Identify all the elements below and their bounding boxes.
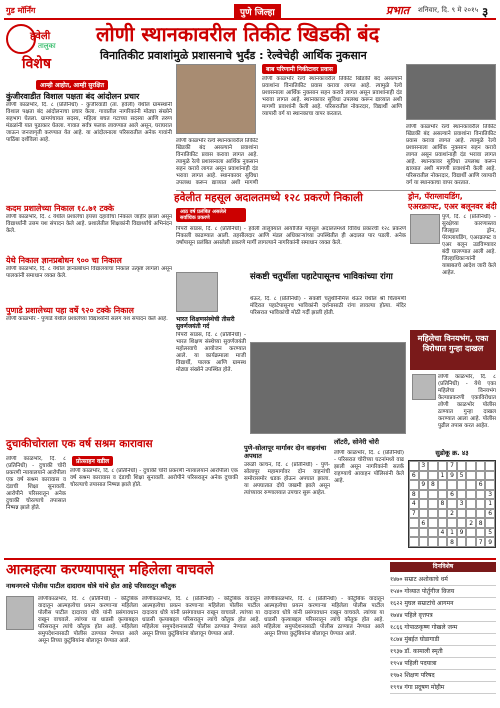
sudoku-cell (457, 461, 467, 471)
lead-left-body3: लोणी काळभोर, दि. ८ येथील ज्ञानप्रबोधन विद्यालयाचा निकाल उत्कृष्ट लागला असून पालकांनी समाधान व्यक्त केले. (6, 266, 172, 279)
sudoku-cell: 9 (457, 528, 467, 538)
lead-left-body: लोणी काळभोर, दि. ८ (प्रतिनिधी) - कुंजीरवाडी (ता. हवेली) येथील ग्रामस्थांनी विशाल पक्षता बंद आंदोलनाचा प्रचार केला. गावातील नागरिकांनी मोठ्या संख्येने सहभाग घेतला. ग्रामपंचायत सदस्य, महिला बचत गटाच्या सदस्या आणि तरुण मंडळांनी यात पुढाकार घेतला. गावात सर्वत्र फलक लावण्यात आले असून, घराघरात जाऊन जनजागृती करण्यात येत आहे. या आंदोलनाला परिसरातील अनेक गावांनी पाठिंबा दर्शविला आहे. (6, 102, 172, 143)
dinvishesh-item: १९५४ पहिली पदयात्रा (390, 658, 496, 670)
sudoku-cell: 3 (419, 461, 429, 471)
drone-ban-body: पुणे, दि. ८ (प्रतिनिधी) - सुरक्षेच्या कारणास्तव जिल्ह्यात ड्रोन, पॅराग्लायडिंग, एअरक्राफ्ट व एअर बलून उडविण्यावर बंदी घालण्यात आली आहे. जिल्हाधिकाऱ्यांनी याबाबतचे आदेश जारी केले आहेत. (442, 214, 496, 276)
sudoku-cell: 3 (457, 499, 467, 509)
sudoku-cell (438, 537, 448, 547)
bottom-subhead: नाथनगरचे पोलीस पाटील दादाराव धोत्रे यांचे होत आहे परिसरातून कौतुक (6, 582, 176, 590)
lead-photo-station (406, 64, 496, 120)
lead-left-head: कुंजीरवाडीत विशाल पक्षता बंद आंदोलन प्रचार (6, 92, 140, 101)
sudoku-cell (419, 528, 429, 538)
sudoku-cell (419, 471, 429, 481)
lead-left-body2: लोणी काळभोर, दि. ८ येथील प्रशालेचा इयत्ता दहावीचा निकाल जाहीर झाला असून विद्यार्थ्यांनी उत्तम यश संपादन केले आहे. प्रशालेतील शिक्षकांनी विद्यार्थ्यांचे अभिनंदन केले. (6, 214, 172, 234)
sudoku-cell (457, 490, 467, 500)
sudoku-cell: 2 (447, 509, 457, 519)
sudoku-cell (485, 461, 495, 471)
edition-tag: पुणे जिल्हा (234, 4, 281, 19)
lead-far-right-body: लोणी काळभोर रेल्वे स्थानकावरील तिकीट खिडकी बंद असल्याने प्रवाशांना विनातिकीट प्रवास करावा लागत आहे. त्यामुळे रेल्वे प्रशासनाला आर्थिक नुकसान सहन करावे लागत असून प्रवाशांनाही दंड भरावा लागत आहे. स्थानकावर सुविधा उपलब्ध करून द्याव्यात अशी मागणी प्रवाशांनी केली आहे. परिसरातील नोकरदार, विद्यार्थी आणि व्यापारी वर्ग या स्थानकाचा वापर करतात. (406, 124, 496, 186)
logo-line-2: तालुका (38, 42, 56, 50)
page-number: ३ (482, 5, 489, 19)
lead-left-head3: येथे निकाल ज्ञानप्रबोधन ९०० चा निकाल (6, 256, 122, 265)
sudoku-cell (438, 490, 448, 500)
sudoku-grid (408, 460, 496, 548)
dinvishesh-item: १८६६ गोपाळकृष्ण गोखले जन्म (390, 622, 496, 634)
sudoku-cell (476, 490, 486, 500)
revenue-court-pill: आठ वर्ष प्रलंबित असलेले सर्वाधिक प्रकरणे (176, 208, 246, 222)
sudoku-cell: 6 (419, 518, 429, 528)
sudoku-cell (476, 461, 486, 471)
lead-right-body: लोणी काळभोर रेल्वे स्थानकावरील तिकीट खिडकी बंद असल्याने प्रवाशांना विनातिकीट प्रवास करावा लागत आहे. त्यामुळे रेल्वे प्रशासनाला आर्थिक नुकसान सहन करावे लागत असून प्रवाशांनाही दंड भरावा लागत आहे. स्थानकावर सुविधा उपलब्ध करून द्याव्यात अशी मागणी प्रवाशांनी केली आहे. परिसरातील नोकरदार, विद्यार्थी आणि व्यापारी वर्ग या स्थानकाचा वापर करतात. (262, 76, 402, 117)
lower-mid-body: लोणी काळभोर, दि. ८ (प्रतिनिधी) - दुचाकी चोरी प्रकरणी न्यायालयाने आरोपीला एक वर्ष सश्रम कारावास व दंडाची शिक्षा सुनावली. आरोपीने परिसरातून अनेक दुचाकी चोरल्याचे तपासात निष्पन्न झाले होते. (70, 468, 238, 488)
sudoku-cell (438, 480, 448, 490)
sudoku-cell: 4 (409, 499, 419, 509)
dinvishesh-item: १९९४ गंगा प्रदूषण मोहीम (390, 682, 496, 694)
sudoku-cell (466, 509, 476, 519)
drone-ban-headline: ड्रोन, पॅराग्लायडिंग, एअरक्राफ्ट, एअर बलूनवर बंदी (408, 192, 497, 211)
lead-left-body4: लोणी काळभोर - पुणाडे येथील प्रशालेच्या विद्यार्थ्यांनी सलग यश संपादन केले आहे. (6, 316, 168, 322)
sudoku-cell (476, 471, 486, 481)
sudoku-cell (457, 537, 467, 547)
school-photo (176, 272, 218, 312)
lead-center-body: लोणी काळभोर रेल्वे स्थानकावरील तिकीट खिडकी बंद असल्याने प्रवाशांना विनातिकीट प्रवास करावा लागत आहे. त्यामुळे रेल्वे प्रशासनाला आर्थिक नुकसान सहन करावे लागत असून प्रवाशांनाही दंड भरावा लागत आहे. स्थानकावर सुविधा उपलब्ध करून द्याव्यात अशी मागणी (176, 138, 258, 186)
dinvishesh-header: दिनविशेष (390, 562, 496, 572)
bottom-divider (4, 558, 496, 560)
sudoku-cell (447, 518, 457, 528)
sudoku-cell (428, 499, 438, 509)
sudoku-cell: 6 (409, 471, 419, 481)
temple-queue-photo (250, 342, 406, 434)
sudoku-cell (428, 509, 438, 519)
dinvishesh-list (390, 574, 496, 694)
sudoku-cell (485, 480, 495, 490)
sudoku-cell: 8 (428, 480, 438, 490)
sudoku-cell (409, 461, 419, 471)
lower-pill: प्रोत्साहन वडील (72, 456, 113, 466)
sudoku-cell (476, 509, 486, 519)
sudoku-cell (428, 537, 438, 547)
sudoku-cell (438, 461, 448, 471)
lead-left-pill: आम्ही आहोत, आम्ही सुरक्षित (36, 80, 108, 90)
section-logo (4, 22, 90, 78)
sudoku-cell: 5 (457, 471, 467, 481)
dinvishesh-item: १४७० सम्राट अशोकाचे धर्म (390, 574, 496, 586)
sudoku-cell: 7 (409, 509, 419, 519)
lead-subhead: विनातिकीट प्रवाशांमुळे प्रशासनाचे भुर्दंड : रेल्वेचेही आर्थिक नुकसान (100, 49, 367, 62)
sudoku-cell: 4 (438, 528, 448, 538)
sudoku-cell (457, 480, 467, 490)
sudoku-cell: 1 (438, 471, 448, 481)
lead-right-head: बाब परिणामी निकीटावर प्रवास (262, 64, 337, 74)
sudoku-cell: 8 (438, 499, 448, 509)
molestation-body: लोणी काळभोर, दि. ८ (प्रतिनिधी) - येथे एका महिलेचा विनयभंग केल्याप्रकरणी एकाविरोधात लोणी काळभोर पोलीस ठाण्यात गुन्हा दाखल करण्यात आला आहे. पोलीस पुढील तपास करत आहेत. (438, 374, 496, 429)
revenue-court-headline: हवेलीत महसूल अदालतमध्ये १२८ प्रकरणे निकाली (174, 192, 363, 204)
sudoku-cell: 7 (476, 537, 486, 547)
sudoku-cell (409, 528, 419, 538)
sudoku-cell: 6 (485, 509, 495, 519)
bottom-headline: आत्महत्या करण्यापासून महिलेला वाचवले (6, 562, 214, 578)
molestation-box-head: महिलेचा विनयभंग, एका विरोधात गुन्हा दाखल (410, 330, 496, 370)
divider (176, 190, 496, 191)
revenue-court-body: पिंपरी सांडस, दि. ८ (प्रतिनिधी) - हवेली तालुक्यात आयोजित महसूल अदालतमध्ये विविध प्रकारची १२८ प्रकरणे निकाली काढण्यात आली. तहसीलदार आणि मंडल अधिकाऱ्यांच्या उपस्थितीत ही अदालत पार पडली. अनेक वर्षांपासून प्रलंबित असलेली प्रकरणे मार्गी लागल्याने नागरिकांनी समाधान व्यक्त केले. (176, 226, 406, 246)
sudoku-cell: 1 (485, 499, 495, 509)
sudoku-cell: 3 (485, 490, 495, 500)
sudoku-cell (466, 499, 476, 509)
sudoku-cell (419, 490, 429, 500)
bottom-body-2: लोणीकाळभोर, दि. ८ (प्रतिनिधी) - कौटुंबिक वादातून आत्महत्येचा प्रयत्न करणाऱ्या महिलेला पोलीस पाटील दादाराव धोत्रे यांनी प्रसंगावधान राखून वाचवले. त्यांच्या या धाडसी कृत्याबद्दल परिसरातून त्यांचे कौतुक होत आहे. महिलेला समुपदेशनासाठी पोलीस ठाण्यात नेण्यात आले असून तिच्या कुटुंबियांना बोलावून घेण्यात आले. (142, 596, 260, 637)
dinvishesh-item: १६२२ मुघल सम्राटांचे आगमन (390, 598, 496, 610)
sudoku-cell: 9 (419, 480, 429, 490)
sudoku-cell: 5 (485, 528, 495, 538)
accident-body: उरुळी कांचन, दि. ८ (प्रतिनिधी) - पुणे-सोलापूर महामार्गावर दोन वाहनांची समोरासमोर धडक होऊन अपघात झाला. या अपघातात दोघे जखमी झाले असून त्यांच्यावर रुग्णालयात उपचार सुरू आहेत. (244, 462, 330, 496)
dinvishesh-item: १८७४ मुंबईत घोडागाडी (390, 634, 496, 646)
drone-photo (410, 214, 440, 244)
sudoku-cell (419, 499, 429, 509)
brand-logo: प्रभात (386, 4, 410, 17)
sudoku-cell: 6 (476, 480, 486, 490)
sudoku-cell: 8 (409, 490, 419, 500)
sudoku-cell (438, 509, 448, 519)
sudoku-cell (419, 509, 429, 519)
sudoku-cell (457, 509, 467, 519)
sudoku-cell (438, 518, 448, 528)
theft-head: लॉटरी, सोनेरी चोरी (334, 438, 379, 446)
sudoku-cell (428, 528, 438, 538)
bottom-body-3: लोणीकाळभोर, दि. ८ (प्रतिनिधी) - कौटुंबिक वादातून आत्महत्येचा प्रयत्न करणाऱ्या महिलेला पोलीस पाटील दादाराव धोत्रे यांनी प्रसंगावधान राखून वाचवले. त्यांच्या या धाडसी कृत्याबद्दल परिसरातून त्यांचे कौतुक होत आहे. महिलेला समुपदेशनासाठी पोलीस ठाण्यात नेण्यात आले असून तिच्या कुटुंबियांना बोलावून घेण्यात आले. (264, 596, 384, 637)
sankashti-body: थेऊर, दि. ८ (प्रतिनिधी) - संकष्टी चतुर्थीनिमित्त थेऊर येथील श्री चिंतामणी मंदिरात पहाटेपासूनच भाविकांनी दर्शनासाठी रांगा लावल्या होत्या. मंदिर परिसरात भाविकांची मोठी गर्दी झाली होती. (250, 296, 406, 316)
lead-left-column (6, 92, 172, 352)
dinvishesh-item: १५४० गोव्यात पोर्तुगीज विजय (390, 586, 496, 598)
sudoku-title: सुडोकू क्र. ४३ (435, 449, 469, 457)
lead-headline: लोणी स्थानकावरील तिकीट खिडकी बंद (96, 22, 380, 46)
sudoku-cell (447, 480, 457, 490)
lead-left-head2: कदम प्रशालेच्या निकाल १८.७१ टक्के (6, 204, 115, 213)
sudoku-cell (476, 499, 486, 509)
lead-photo-crowd (176, 64, 256, 134)
sudoku-cell: 7 (447, 461, 457, 471)
sudoku-cell (419, 537, 429, 547)
accident-head: पुणे-सोलापूर मार्गावर दोन वाहनांचा अपघात (244, 444, 327, 460)
sudoku-cell (466, 480, 476, 490)
sudoku-cell (428, 461, 438, 471)
theft-body: लोणी काळभोर, दि. ८ (प्रतिनिधी) - परिसरात चोरीच्या घटनांमध्ये वाढ झाली असून नागरिकांनी सतर्क राहण्याचे आवाहन पोलिसांनी केले आहे. (334, 450, 404, 484)
sudoku-cell (447, 499, 457, 509)
logo-line-1: हवेली (30, 31, 51, 42)
sudoku-cell (466, 471, 476, 481)
dinvishesh-item: १७४४ पहिले वृत्तपत्र (390, 610, 496, 622)
bike-thief-headline: दुचाकीचोराला एक वर्ष सश्रम कारावास (6, 438, 153, 450)
sudoku-cell (466, 537, 476, 547)
patil-photo (6, 596, 34, 630)
sudoku-cell (466, 490, 476, 500)
sudoku-cell (428, 471, 438, 481)
logo-line-3: विशेष (22, 56, 52, 72)
sudoku-cell (409, 518, 419, 528)
sudoku-cell (457, 518, 467, 528)
bottom-body-1: लोणीकाळभोर, दि. ८ (प्रतिनिधी) - कौटुंबिक वादातून आत्महत्येचा प्रयत्न करणाऱ्या महिलेला पोलीस पाटील दादाराव धोत्रे यांनी प्रसंगावधान राखून वाचवले. त्यांच्या या धाडसी कृत्याबद्दल परिसरातून त्यांचे कौतुक होत आहे. महिलेला समुपदेशनासाठी पोलीस ठाण्यात नेण्यात आले असून तिच्या कुटुंबियांना बोलावून घेण्यात आले. (38, 596, 138, 644)
issue-date: शनिवार, दि. ९ मे २०१५ (418, 6, 479, 14)
accused-photo (412, 374, 436, 400)
masthead-left-tag: गुड मॉर्निंग (6, 6, 36, 15)
sudoku-cell (466, 461, 476, 471)
sudoku-cell (428, 518, 438, 528)
school-anniversary-body: पिंपरी सांडस, दि. ८ (प्रतिनिधी) - भारत शिक्षण संस्थेच्या सुवर्णजयंती महोत्सवाचे आयोजन करण्यात आले. या कार्यक्रमाला माजी विद्यार्थी, पालक आणि ग्रामस्थ मोठ्या संख्येने उपस्थित होते. (176, 332, 246, 373)
masthead (4, 2, 496, 20)
sudoku-cell: 6 (447, 490, 457, 500)
sudoku-cell (485, 471, 495, 481)
bike-thief-body: लोणी काळभोर, दि. ८ (प्रतिनिधी) - दुचाकी चोरी प्रकरणी न्यायालयाने आरोपीला एक वर्ष सश्रम कारावास व दंडाची शिक्षा सुनावली. आरोपीने परिसरातून अनेक दुचाकी चोरल्याचे तपासात निष्पन्न झाले होते. (6, 456, 66, 511)
sudoku-cell (428, 490, 438, 500)
sudoku-cell (476, 528, 486, 538)
sudoku-cell: 1 (447, 528, 457, 538)
sudoku-cell (409, 537, 419, 547)
sudoku-cell (485, 518, 495, 528)
dinvishesh-item: १९७२ शिक्षण परिषद (390, 670, 496, 682)
sudoku-cell: 9 (485, 537, 495, 547)
lead-left-head4: पुणाडे प्रशालेच्या पहा वर्षे ९२० टक्के निकाल (6, 306, 134, 315)
sudoku-cell: 9 (447, 471, 457, 481)
sudoku-cell (409, 480, 419, 490)
dinvishesh-item: १९३७ डॉ. कामाली स्मृती (390, 646, 496, 658)
sankashti-headline: संकष्टी चतुर्थीला पहाटेपासूनच भाविकांच्या रांगा (250, 272, 393, 282)
school-anniversary-head: भारत शिक्षणसंस्थेची तीसरी सुवर्णजयंती गर्द (176, 316, 235, 330)
sudoku-cell: 8 (447, 537, 457, 547)
sudoku-cell: 2 (466, 518, 476, 528)
sudoku-cell (466, 528, 476, 538)
sudoku-cell: 8 (476, 518, 486, 528)
